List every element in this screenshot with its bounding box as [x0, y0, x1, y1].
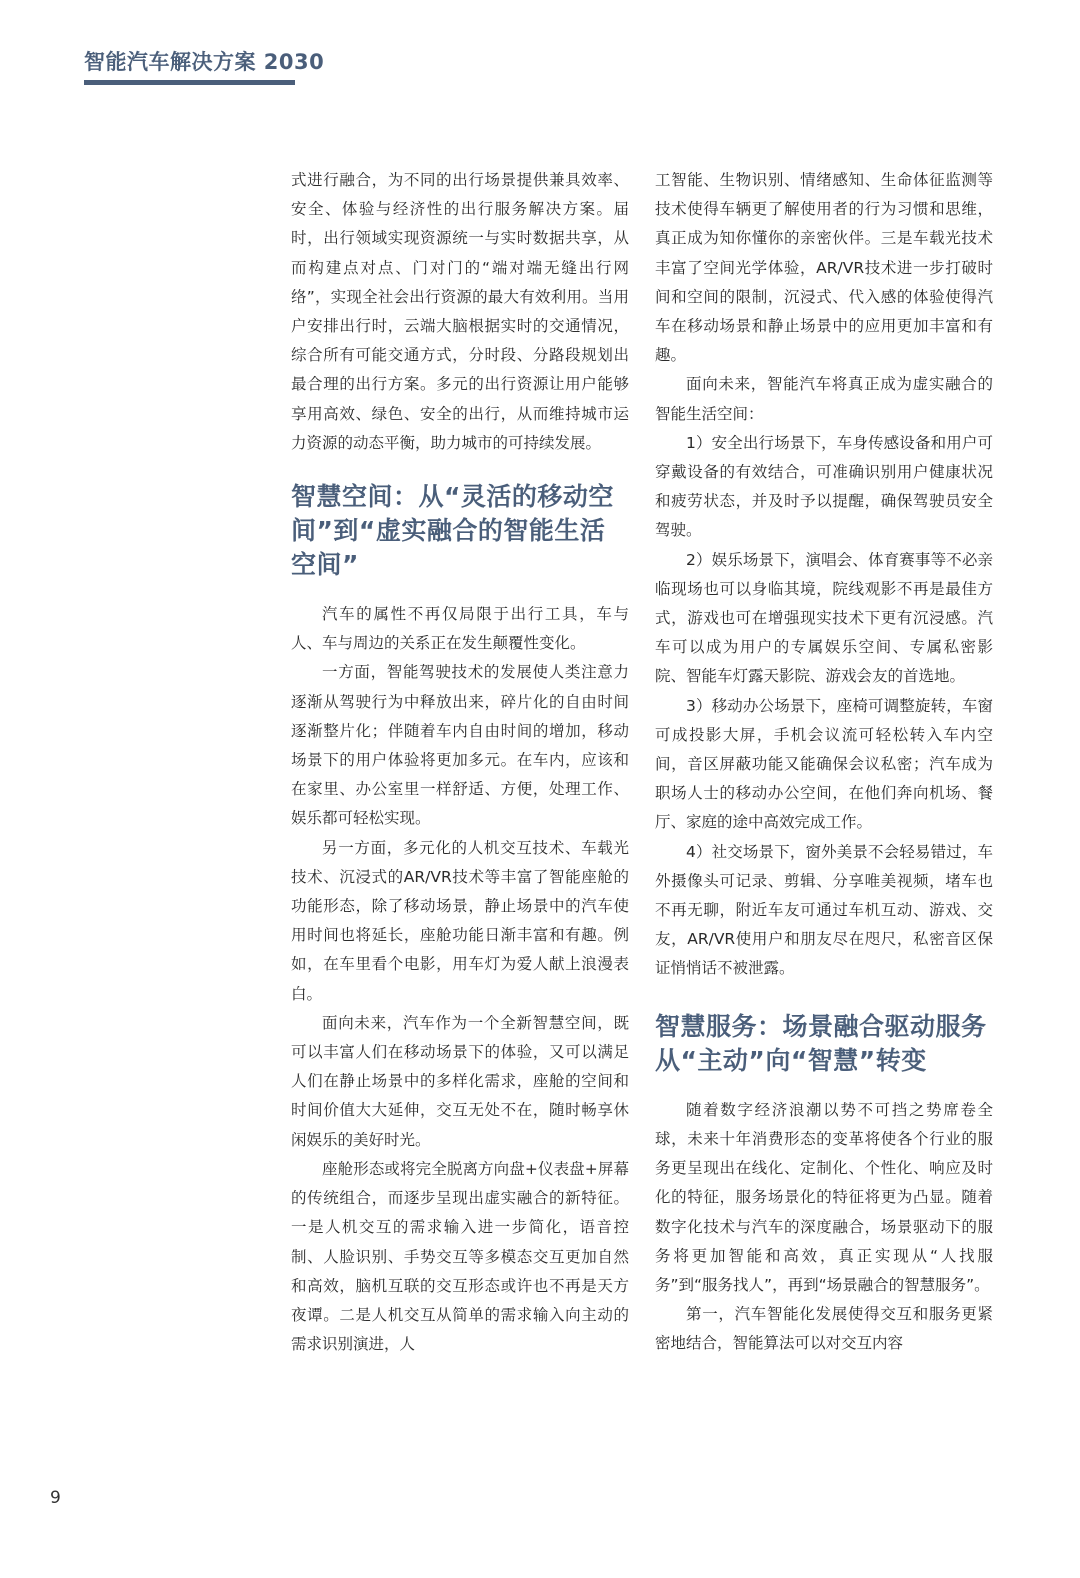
list-item-mobile-office: 3）移动办公场景下，座椅可调整旋转，车窗可成投影大屏，手机会议流可轻松转入车内空间，音区屏蔽功能又能确保会议私密；汽车成为职场人士的移动办公空间，在他们奔向机场、餐厅、家庭的途中高效完成工作。 [655, 696, 993, 832]
section-heading-smart-space: 智慧空间：从“灵活的移动空间”到“虚实融合的智能生活空间” [291, 482, 614, 580]
right-column [655, 166, 993, 1359]
list-item-entertainment: 2）娱乐场景下，演唱会、体育赛事等不必亲临现场也可以身临其境，院线观影不再是最佳方式，游戏也可在增强现实技术下更有沉浸感。汽车可以成为用户的专属娱乐空间、专属私密影院、智能车灯露天影院、游戏会友的首选地。 [655, 550, 993, 686]
list-item-social: 4）社交场景下，窗外美景不会轻易错过，车外摄像头可记录、剪辑、分享唯美视频，堵车也不再无聊，附近车友可通过车机互动、游戏、交友，AR/VR使用户和朋友尽在咫尺，私密音区保证悄悄话不被泄露。 [655, 842, 993, 978]
paragraph: 汽车的属性不再仅局限于出行工具，车与人、车与周边的关系正在发生颠覆性变化。 [291, 605, 629, 653]
report-title: 智能汽车解决方案 2030 [84, 50, 325, 74]
section-heading-smart-service: 智慧服务：场景融合驱动服务从“主动”向“智慧”转变 [655, 1011, 987, 1075]
header-underline [84, 80, 295, 85]
paragraph: 面向未来，汽车作为一个全新智慧空间，既可以丰富人们在移动场景下的体验，又可以满足人们在静止场景中的多样化需求，座舱的空间和时间价值大大延伸，交互无处不在，随时畅享休闲娱乐的美好时光。 [291, 1013, 629, 1149]
list-item-safety: 1）安全出行场景下，车身传感设备和用户可穿戴设备的有效结合，可准确识别用户健康状况和疲劳状态，并及时予以提醒，确保驾驶员安全驾驶。 [655, 433, 993, 540]
paragraph: 随着数字经济浪潮以势不可挡之势席卷全球，未来十年消费形态的变革将使各个行业的服务更呈现出在线化、定制化、个性化、响应及时化的特征，服务场景化的特征将更为凸显。随着数字化技术与汽车的深度融合，场景驱动下的服务将更加智能和高效，真正实现从“人找服务”到“服务找人”，再到“场景融合的智慧服务”。 [655, 1100, 993, 1294]
paragraph: 一方面，智能驾驶技术的发展使人类注意力逐渐从驾驶行为中释放出来，碎片化的自由时间逐渐整片化；伴随着车内自由时间的增加，移动场景下的用户体验将更加多元。在车内，应该和在家里、办公室里一样舒适、方便，处理工作、娱乐都可轻松实现。 [291, 663, 629, 828]
paragraph: 另一方面，多元化的人机交互技术、车载光技术、沉浸式的AR/VR技术等丰富了智能座舱的功能形态，除了移动场景，静止场景中的汽车使用时间也将延长，座舱功能日渐丰富和有趣。例如，在车里看个电影，用车灯为爱人献上浪漫表白。 [291, 838, 629, 1003]
paragraph: 面向未来，智能汽车将真正成为虚实融合的智能生活空间： [655, 375, 993, 423]
paragraph: 式进行融合，为不同的出行场景提供兼具效率、安全、体验与经济性的出行服务解决方案。届时，出行领域实现资源统一与实时数据共享，从而构建点对点、门对门的“端对端无缝出行网络”，实现全社会出行资源的最大有效利用。当用户安排出行时，云端大脑根据实时的交通情况，综合所有可能交通方式，分时段、分路段规划出最合理的出行方案。多元的出行资源让用户能够享用高效、绿色、安全的出行，从而维持城市运力资源的动态平衡，助力城市的可持续发展。 [291, 171, 629, 452]
paragraph: 座舱形态或将完全脱离方向盘+仪表盘+屏幕的传统组合，而逐步呈现出虚实融合的新特征。一是人机交互的需求输入进一步简化，语音控制、人脸识别、手势交互等多模态交互更加自然和高效，脑机互联的交互形态或许也不再是天方夜谭。二是人机交互从简单的需求输入向主动的需求识别演进，人 [291, 1159, 629, 1354]
paragraph: 第一，汽车智能化发展使得交互和服务更紧密地结合，智能算法可以对交互内容 [655, 1305, 993, 1353]
paragraph: 工智能、生物识别、情绪感知、生命体征监测等技术使得车辆更了解使用者的行为习惯和思维，真正成为知你懂你的亲密伙伴。三是车载光技术丰富了空间光学体验，AR/VR技术进一步打破时间和空间的限制，沉浸式、代入感的体验使得汽车在移动场景和静止场景中的应用更加丰富和有趣。 [655, 171, 993, 365]
left-column [291, 166, 629, 1359]
page-number: 9 [50, 1488, 61, 1508]
